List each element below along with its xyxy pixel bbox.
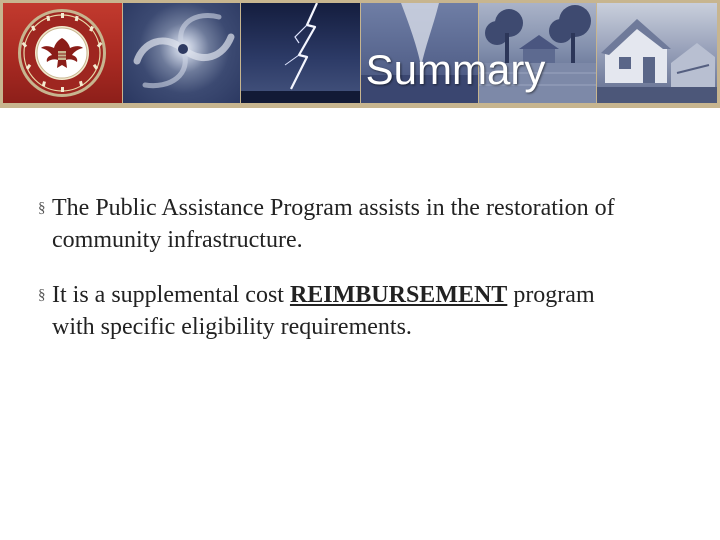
- bullet-item: [38, 192, 638, 256]
- slide-title: Summary: [365, 46, 546, 93]
- bullet-item: [38, 279, 638, 343]
- bullet-text: The Public Assistance Program assists in the restoration of community infrastructure.: [52, 195, 615, 253]
- bullet-list: [38, 192, 638, 366]
- bullet-marker-icon: §: [38, 287, 46, 303]
- seal-panel: [3, 3, 123, 103]
- bullet-marker-icon: §: [38, 200, 46, 216]
- agency-seal-icon: [17, 8, 107, 98]
- banner-photo-strip: [3, 3, 717, 103]
- bullet-emphasis: REIMBURSEMENT: [289, 282, 508, 308]
- bullet-text: program with specific eligibility requirements.: [52, 282, 595, 340]
- bullet-text: It is a supplemental cost: [52, 282, 290, 308]
- storm-damage-photo-icon: [597, 3, 717, 103]
- header-banner: [0, 0, 720, 108]
- hurricane-photo-icon: [123, 3, 241, 103]
